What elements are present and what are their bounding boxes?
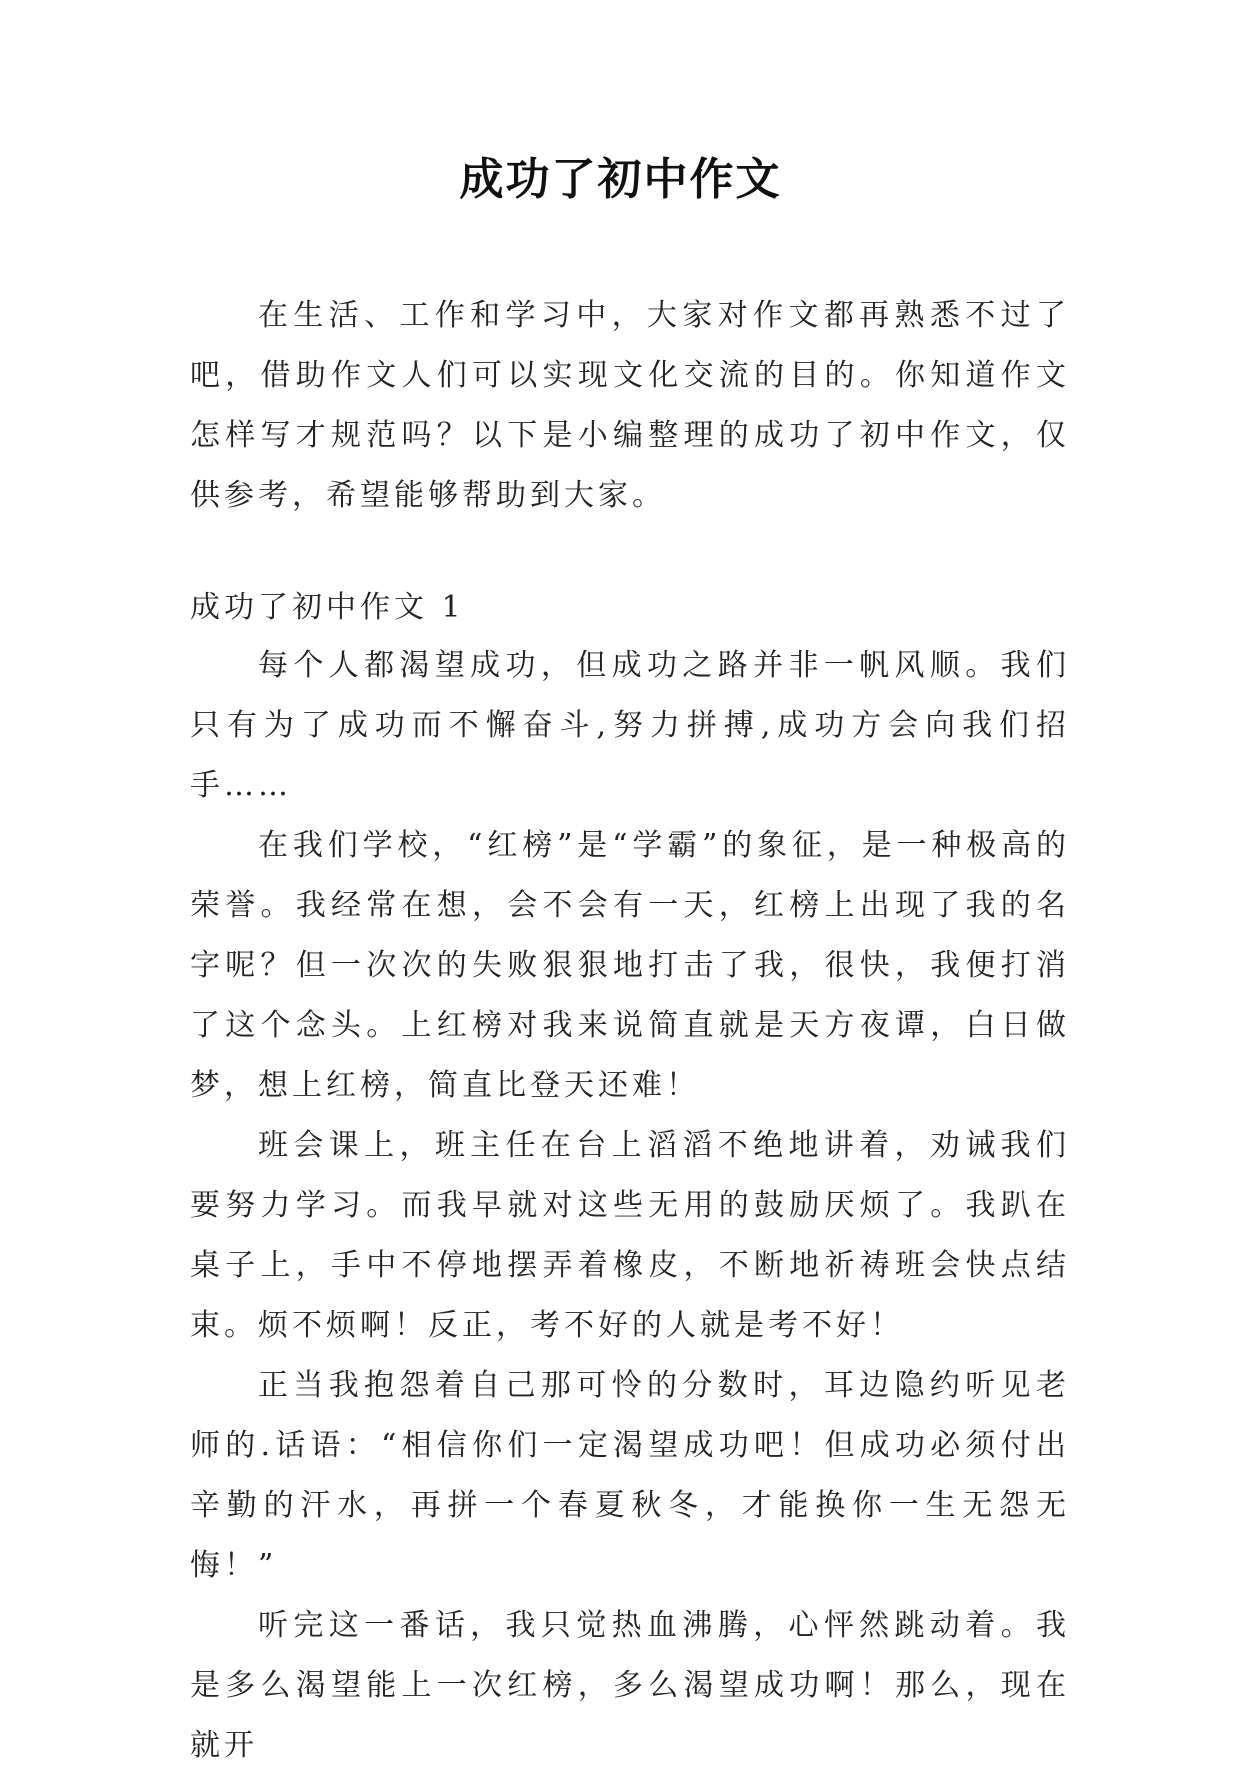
- document-title: 成功了初中作文: [459, 154, 782, 205]
- essay-paragraph: 听完这一番话，我只觉热血沸腾，心怦然跳动着。我是多么渴望能上一次红榜，多么渴望成功啊！那么，现在就开: [190, 1608, 1070, 1763]
- section-heading: 成功了初中作文 1: [190, 590, 465, 625]
- essay-paragraph: 班会课上，班主任在台上滔滔不绝地讲着，劝诫我们要努力学习。而我早就对这些无用的鼓励厌烦了。我趴在桌子上，手中不停地摆弄着橡皮，不断地祈祷班会快点结束。烦不烦啊！反正，考不好的人就是考不好！: [190, 1128, 1070, 1343]
- intro-section: [190, 286, 1070, 526]
- essay-paragraph: 正当我抱怨着自己那可怜的分数时，耳边隐约听见老师的.话语：“相信你们一定渴望成功吧！但成功必须付出辛勤的汗水，再拼一个春夏秋冬，才能换你一生无怨无悔！”: [190, 1368, 1070, 1583]
- essay-paragraph: 在我们学校，“红榜”是“学霸”的象征，是一种极高的荣誉。我经常在想，会不会有一天，红榜上出现了我的名字呢？但一次次的失败狠狠地打击了我，很快，我便打消了这个念头。上红榜对我来说简直就是天方夜谭，白日做梦，想上红榜，简直比登天还难！: [190, 828, 1070, 1103]
- intro-paragraph: 在生活、工作和学习中，大家对作文都再熟悉不过了吧，借助作文人们可以实现文化交流的目的。你知道作文怎样写才规范吗？以下是小编整理的成功了初中作文，仅供参考，希望能够帮助到大家。: [190, 298, 1070, 513]
- essay-body: [190, 636, 1070, 1776]
- essay-paragraph: 每个人都渴望成功，但成功之路并非一帆风顺。我们只有为了成功而不懈奋斗,努力拼搏,成功方会向我们招手……: [190, 648, 1070, 803]
